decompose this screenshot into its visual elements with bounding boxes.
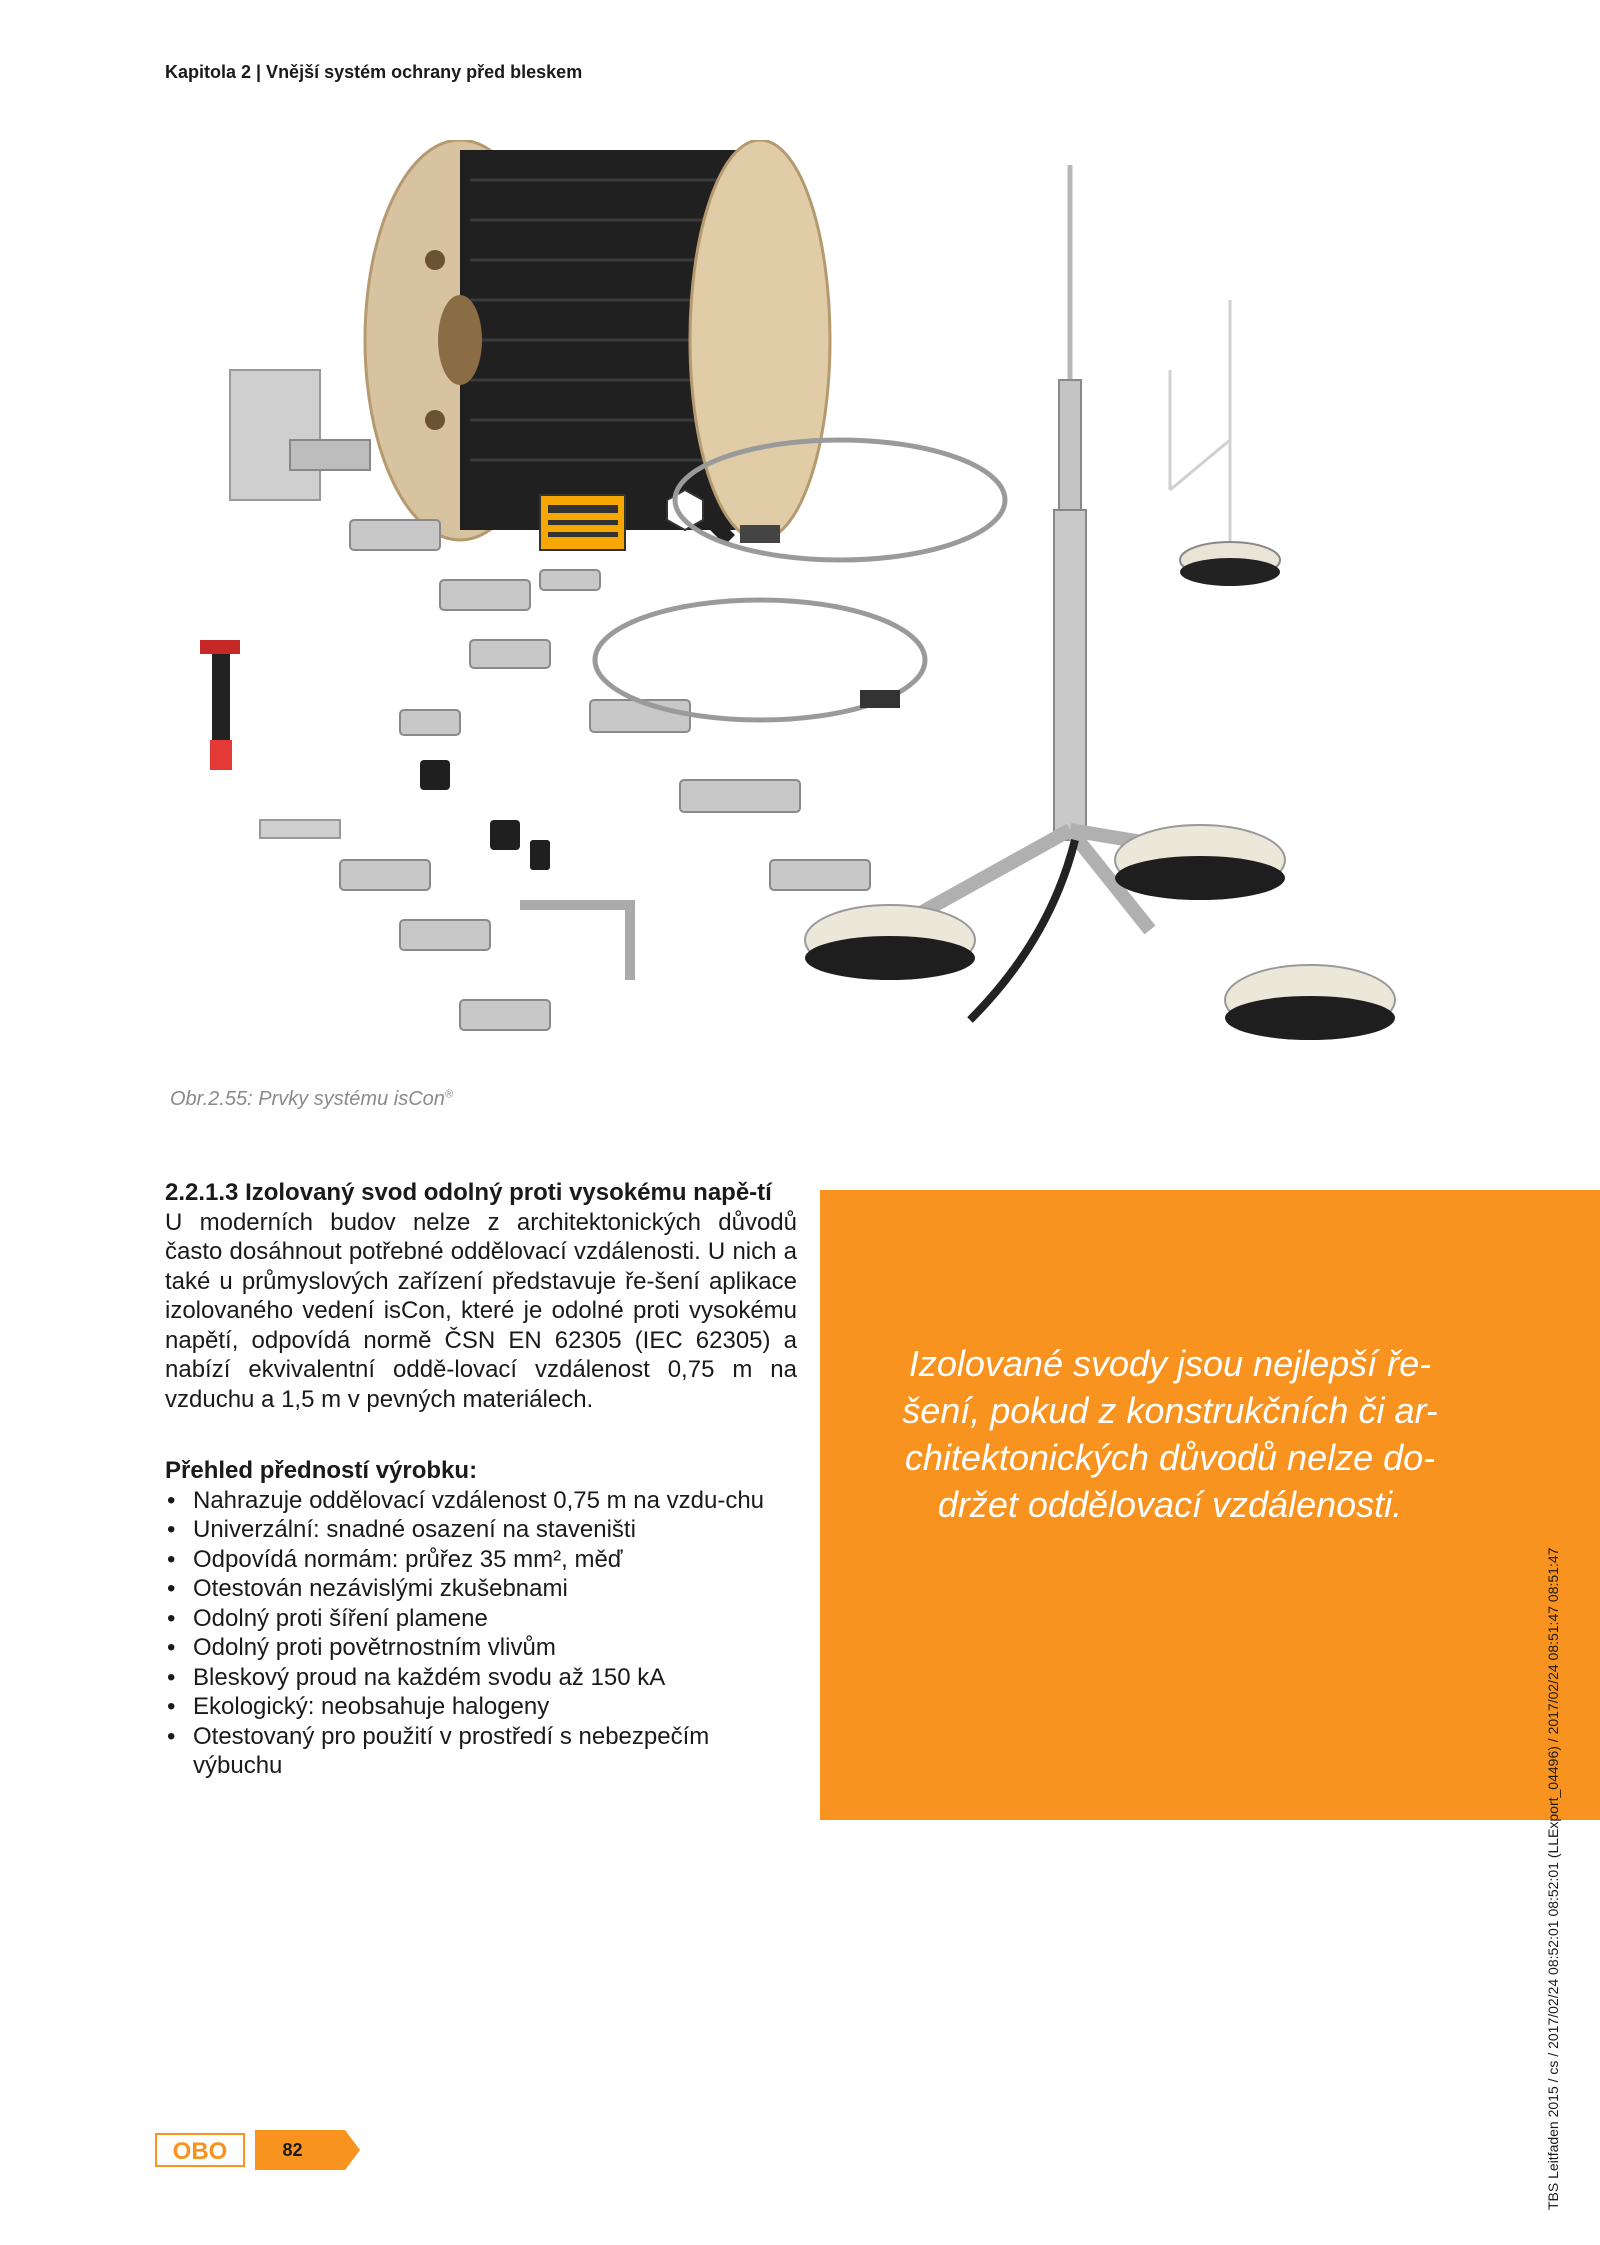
text-column bbox=[165, 1178, 797, 1781]
wall-bracket bbox=[230, 370, 370, 500]
advantages-list bbox=[165, 1486, 797, 1781]
bullet-icon: • bbox=[167, 1722, 176, 1750]
bullet-icon: • bbox=[167, 1663, 176, 1691]
air-termination-mast bbox=[805, 165, 1395, 1040]
bullet-icon: • bbox=[167, 1545, 176, 1573]
logo-text: OBO bbox=[172, 2138, 228, 2165]
ring-clamp-lock-upper bbox=[740, 525, 780, 543]
print-metadata: TBS Leitfaden 2015 / cs / 2017/02/24 08:52:01 08:52:01 (LLExport_04496) / 2017/02/24 08:51:47 08:51:47 bbox=[1545, 1547, 1561, 2210]
cable-holders bbox=[420, 760, 550, 870]
l-bracket bbox=[520, 905, 630, 980]
list-item: • Ekologický: neobsahuje halogeny bbox=[167, 1693, 550, 1720]
advantages-title: Přehled předností výrobku: bbox=[165, 1457, 478, 1484]
list-item: • Bleskový proud na každém svodu až 150 kA bbox=[167, 1663, 666, 1691]
bullet-icon: • bbox=[167, 1604, 176, 1632]
chapter-header: Kapitola 2 | Vnější systém ochrany před bleskem bbox=[165, 62, 583, 82]
bullet-icon: • bbox=[167, 1634, 176, 1661]
mounting-tool bbox=[200, 640, 240, 770]
list-item: • Odolný proti šíření plamene bbox=[167, 1604, 488, 1632]
list-item: • Otestovaný pro použití v prostředí s nebezpečím výbuchu bbox=[167, 1722, 710, 1779]
list-item: • Odpovídá normám: průřez 35 mm², měď bbox=[167, 1545, 623, 1573]
section-title: 2.2.1.3 Izolovaný svod odolný proti vysokému napě-tí bbox=[165, 1179, 772, 1206]
bolt bbox=[260, 820, 340, 838]
figure-caption bbox=[170, 1088, 453, 1111]
list-item: • Otestován nezávislými zkušebnami bbox=[167, 1575, 568, 1602]
ring-clamp-lock-lower bbox=[860, 690, 900, 708]
list-item: • Nahrazuje oddělovací vzdálenost 0,75 m na vzdu-chu bbox=[167, 1486, 765, 1514]
caption-text: Obr.2.55: Prvky systému isCon bbox=[170, 1088, 445, 1110]
bullet-icon: • bbox=[167, 1486, 176, 1514]
iscon-components-illustration bbox=[170, 140, 1435, 1060]
obo-logo-icon bbox=[155, 2130, 245, 2170]
page-number: 82 bbox=[282, 2140, 303, 2160]
bullet-icon: • bbox=[167, 1575, 176, 1602]
product-figure bbox=[170, 140, 1435, 1060]
highlight-quote: Izolované svody jsou nejlepší ře-šení, pokud z konstrukčních či ar-chitektonických důvodů nelze do-držet oddělovací vzdálenosti. bbox=[902, 1343, 1438, 1525]
list-item: • Univerzální: snadné osazení na staveništi bbox=[167, 1516, 636, 1543]
list-item: • Odolný proti povětrnostním vlivům bbox=[167, 1634, 556, 1661]
connector-clamps bbox=[340, 520, 870, 1030]
registered-mark: ® bbox=[444, 1088, 454, 1101]
bullet-icon: • bbox=[167, 1693, 176, 1720]
section-body: U moderních budov nelze z architektonických důvodů často dosáhnout potřebné oddělovací vzdálenosti. U nich a také u průmyslových zařízení představuje ře-šení aplikace izolovaného vedení isCon, které je odolné proti vysokému napětí, odpovídá normě ČSN EN 62305 (IEC 62305) a nabízí ekvivalentní oddě-lovací vzdálenost 0,75 m na vzduchu a 1,5 m v pevných materiálech. bbox=[165, 1208, 797, 1413]
bullet-icon: • bbox=[167, 1516, 176, 1543]
cable-drum bbox=[365, 140, 830, 540]
